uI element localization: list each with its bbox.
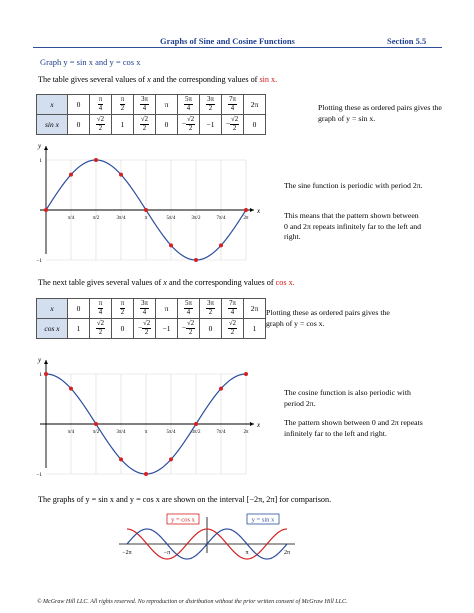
table-row [37, 319, 266, 339]
table-cell: 0 [244, 115, 266, 135]
page-title: Graphs of Sine and Cosine Functions [160, 36, 295, 46]
comparison-text: The graphs of y = sin x and y = cos x are shown on the interval [−2π, 2π] for comparison. [38, 495, 332, 504]
table-cell: $\frac{5\pi}{4}$ [178, 95, 200, 115]
cosine-repeat-note: The pattern shown between 0 and 2π repeats infinitely far to the left and right. [284, 418, 423, 438]
table-cell: 1 [68, 319, 90, 339]
x-axis-label: x [257, 421, 261, 429]
table-cell: $\frac{\pi}{4}$ [90, 95, 112, 115]
y-axis-label: y [38, 143, 42, 150]
sine-graph [34, 143, 264, 268]
header-rule [33, 47, 442, 48]
table-cell: 2π [244, 299, 266, 319]
table-cell: $\frac{√2}{2}$ [90, 319, 112, 339]
data-point [244, 372, 248, 376]
data-point [94, 158, 98, 162]
x-tick-label: π/4 [67, 216, 75, 221]
y-tick-label: 1 [39, 158, 42, 164]
table-cell: 0 [156, 115, 178, 135]
table-cell: 2π [244, 95, 266, 115]
x-tick-label: −2π [122, 550, 132, 556]
x-tick-label: 7π/4 [216, 216, 226, 221]
table-cell: −1 [200, 115, 222, 135]
x-tick-label: 3π/2 [191, 430, 201, 435]
cosine-plot-note: Plotting these as ordered pairs gives the graph of y = cos x. [266, 308, 390, 328]
data-point [194, 258, 198, 262]
data-point [69, 173, 73, 177]
table-row [37, 115, 266, 135]
y-tick-label: −1 [36, 472, 42, 478]
y-axis-label: y [38, 357, 42, 364]
x-tick-label: 3π/2 [191, 216, 201, 221]
data-point [169, 243, 173, 247]
table-cell: $\frac{3\pi}{2}$ [200, 95, 222, 115]
sine-intro-mid: and the corresponding values of [150, 75, 260, 84]
x-tick-label: 3π/4 [116, 430, 126, 435]
data-point [244, 208, 248, 212]
table-cell: $\frac{3\pi}{4}$ [134, 299, 156, 319]
data-point [44, 372, 48, 376]
x-tick-label: π [245, 550, 249, 556]
graph-heading: Graph y = sin x and y = cos x [40, 57, 141, 67]
table-cell: −1 [156, 319, 178, 339]
table-cell: $\frac{7\pi}{4}$ [222, 299, 244, 319]
sine-repeat-note: This means that the pattern shown between 0 and 2π repeats infinitely far to the left and right. [284, 211, 422, 241]
cosine-intro [38, 278, 295, 287]
table-cell: 0 [68, 95, 90, 115]
table-header-x: x [37, 299, 68, 319]
table-row [37, 299, 266, 319]
sine-intro-fn: sin x. [259, 75, 278, 84]
x-tick-label: π/2 [92, 430, 100, 435]
x-tick-label: 5π/4 [166, 216, 176, 221]
y-axis-arrow [44, 360, 48, 364]
data-point [94, 422, 98, 426]
table-cell: $\frac{\pi}{2}$ [112, 95, 134, 115]
data-point [119, 173, 123, 177]
comparison-graph [115, 510, 300, 568]
data-point [119, 457, 123, 461]
data-point [44, 208, 48, 212]
cosine-intro-prefix: The next table gives several values of [38, 278, 164, 287]
cosine-intro-fn: cos x. [275, 278, 295, 287]
x-tick-label: π/4 [67, 430, 75, 435]
cosine-graph [34, 357, 264, 482]
cosine-period-note: The cosine function is also periodic with period 2π. [284, 388, 411, 408]
table-header-x: x [37, 95, 68, 115]
table-cell: 0 [112, 319, 134, 339]
x-tick-label: 2π [243, 216, 249, 221]
cosine-intro-mid: and the corresponding values of [166, 278, 276, 287]
table-cell: − $\frac{√2}{2}$ [222, 115, 244, 135]
table-cell: π [156, 95, 178, 115]
table-cell: $\frac{3\pi}{2}$ [200, 299, 222, 319]
table-cell: $\frac{7\pi}{4}$ [222, 95, 244, 115]
table-cell: 1 [244, 319, 266, 339]
cos-label: y = cos x [171, 516, 195, 524]
data-point [219, 387, 223, 391]
sine-intro-x: x [147, 75, 151, 84]
table-cell: $\frac{√2}{2}$ [222, 319, 244, 339]
x-tick-label: 2π [283, 550, 291, 556]
sine-plot-note: Plotting these as ordered pairs gives the graph of y = sin x. [318, 103, 442, 123]
cosine-value-table [36, 298, 266, 339]
table-cell: 0 [68, 115, 90, 135]
sine-value-table [36, 94, 266, 135]
table-cell: $\frac{3\pi}{4}$ [134, 95, 156, 115]
table-cell: 0 [68, 299, 90, 319]
x-tick-label: π/2 [92, 216, 100, 221]
sine-intro [38, 75, 277, 84]
x-tick-label: 2π [243, 430, 249, 435]
copyright-footer: © McGraw Hill LLC. All rights reserved. No reproduction or distribution without the prior written consent of McGraw Hill LLC. [37, 599, 348, 605]
section-label: Section 5.5 [387, 36, 427, 46]
sine-intro-prefix: The table gives several values of [38, 75, 148, 84]
y-axis-arrow [44, 146, 48, 150]
x-tick-label: 7π/4 [216, 430, 226, 435]
table-cell: $\frac{\pi}{4}$ [90, 299, 112, 319]
y-tick-label: 1 [39, 372, 42, 378]
x-tick-label: 3π/4 [116, 216, 126, 221]
data-point [69, 387, 73, 391]
sine-period-note: The sine function is periodic with period 2π. [284, 181, 423, 190]
x-tick-label: π [144, 216, 148, 221]
data-point [219, 243, 223, 247]
table-cell: 0 [200, 319, 222, 339]
table-cell: $\frac{√2}{2}$ [134, 115, 156, 135]
y-tick-label: −1 [36, 258, 42, 264]
data-point [194, 422, 198, 426]
table-header-cos: cos x [37, 319, 68, 339]
table-cell: $\frac{5\pi}{4}$ [178, 299, 200, 319]
x-tick-label: −π [163, 550, 171, 556]
table-cell: − $\frac{√2}{2}$ [134, 319, 156, 339]
table-header-sin: sin x [37, 115, 68, 135]
x-axis-arrow [250, 422, 254, 426]
x-tick-label: π [144, 430, 148, 435]
x-axis-label: x [257, 207, 261, 215]
sin-label: y = sin x [251, 516, 275, 524]
x-axis-arrow [250, 208, 254, 212]
table-cell: − $\frac{√2}{2}$ [178, 319, 200, 339]
table-row [37, 95, 266, 115]
x-tick-label: 5π/4 [166, 430, 176, 435]
cosine-intro-x: x [163, 278, 167, 287]
data-point [169, 457, 173, 461]
table-cell: $\frac{\pi}{2}$ [112, 299, 134, 319]
table-cell: $\frac{√2}{2}$ [90, 115, 112, 135]
data-point [144, 472, 148, 476]
table-cell: 1 [112, 115, 134, 135]
table-cell: π [156, 299, 178, 319]
data-point [144, 208, 148, 212]
table-cell: − $\frac{√2}{2}$ [178, 115, 200, 135]
